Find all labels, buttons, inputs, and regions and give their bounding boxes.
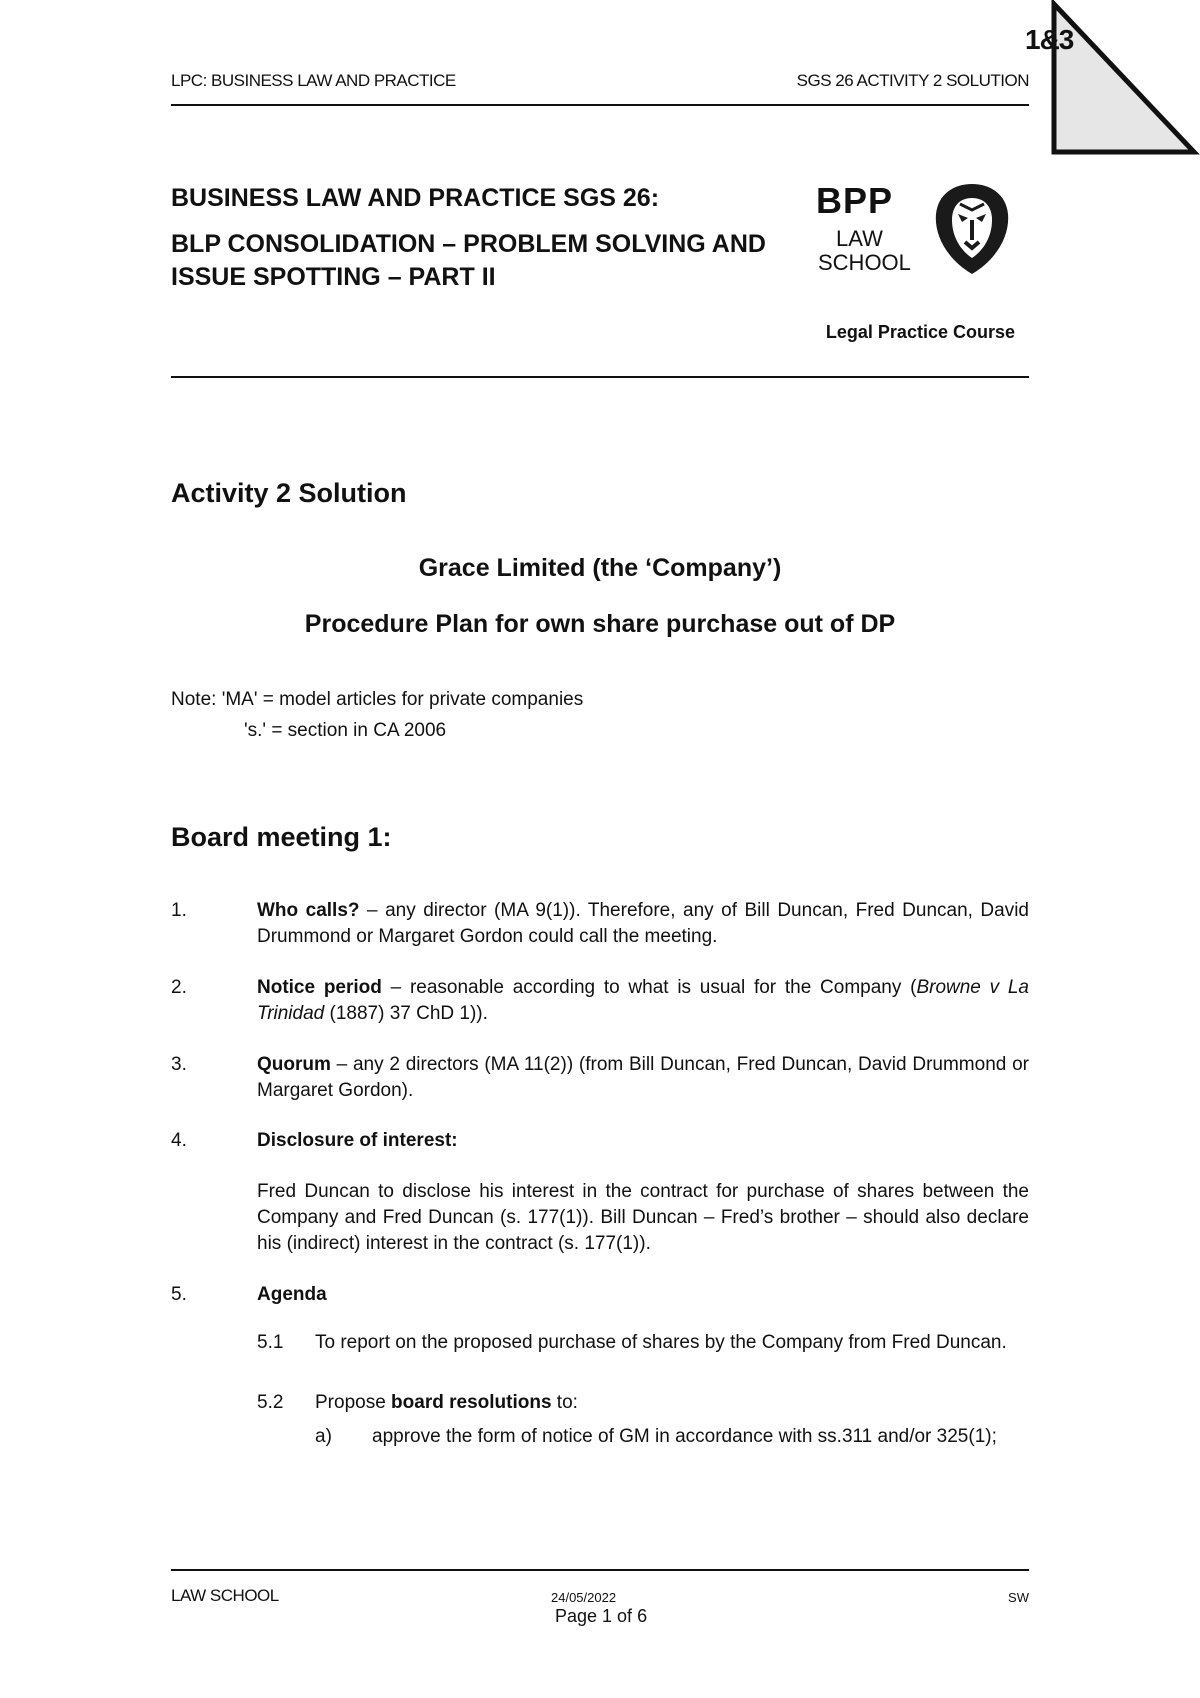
item-number: 3. bbox=[171, 1054, 187, 1075]
resolution-letter: a) bbox=[315, 1426, 332, 1447]
footer-author-initials: SW bbox=[1008, 1590, 1029, 1605]
item-number: 1. bbox=[171, 900, 187, 921]
item-text: – any director (MA 9(1)). Therefore, any of Bill Duncan, Fred Duncan, David Drummond or Margaret Gordon could call the meeting. bbox=[257, 900, 1030, 947]
footer-rule bbox=[171, 1569, 1029, 1571]
footer-school: LAW SCHOOL bbox=[171, 1586, 279, 1605]
note-section-definition: 's.' = section in CA 2006 bbox=[244, 720, 447, 741]
item-label: Quorum bbox=[257, 1054, 331, 1075]
activity-heading: Activity 2 Solution bbox=[171, 478, 407, 508]
logo-bpp-text: BPP bbox=[816, 180, 894, 221]
item-notice-period bbox=[257, 975, 1029, 1027]
item-text: – reasonable according to what is usual for the Company ( bbox=[381, 977, 917, 998]
sub-item-text: Propose bbox=[315, 1392, 392, 1413]
item-number: 4. bbox=[171, 1130, 187, 1151]
resolution-approve-notice: approve the form of notice of GM in accordance with ss.311 and/or 325(1); bbox=[372, 1426, 997, 1447]
agenda-report-item: To report on the proposed purchase of shares by the Company from Fred Duncan. bbox=[315, 1332, 1007, 1353]
note-ma-definition: Note: 'MA' = model articles for private companies bbox=[171, 689, 584, 710]
lion-head-icon bbox=[932, 180, 1012, 280]
item-label: Who calls? bbox=[257, 900, 360, 921]
item-number: 2. bbox=[171, 977, 187, 998]
item-label: Agenda bbox=[257, 1284, 327, 1305]
footer-page-number: Page 1 of 6 bbox=[555, 1606, 648, 1626]
company-heading: Grace Limited (the ‘Company’) bbox=[418, 554, 782, 582]
item-disclosure-label bbox=[257, 1128, 1029, 1154]
course-label: Legal Practice Course bbox=[825, 322, 1015, 342]
title-rule bbox=[171, 376, 1029, 378]
case-citation: Browne v La Trinidad bbox=[257, 977, 1029, 1024]
sub-item-text-after: to: bbox=[551, 1392, 578, 1413]
sub-item-number: 5.2 bbox=[257, 1392, 284, 1413]
sub-item-bold: board resolutions bbox=[391, 1392, 552, 1413]
board-meeting-heading: Board meeting 1: bbox=[171, 822, 392, 852]
corner-tag-label: 1&3 bbox=[1025, 24, 1074, 55]
footer-date: 24/05/2022 bbox=[551, 1590, 617, 1605]
header-rule bbox=[171, 104, 1029, 106]
procedure-plan-heading: Procedure Plan for own share purchase out of DP bbox=[304, 610, 896, 638]
logo-law-text: LAW bbox=[836, 226, 883, 251]
agenda-resolutions-item bbox=[315, 1390, 1029, 1416]
document-title-line2: BLP CONSOLIDATION – PROBLEM SOLVING AND ISSUE SPOTTING – PART II bbox=[171, 230, 766, 291]
sub-item-number: 5.1 bbox=[257, 1332, 284, 1353]
bpp-law-school-logo bbox=[816, 180, 1016, 280]
item-label: Notice period bbox=[257, 977, 382, 998]
item-who-calls bbox=[257, 898, 1029, 950]
item-label: Disclosure of interest: bbox=[257, 1130, 458, 1151]
logo-school-text: SCHOOL bbox=[818, 250, 911, 275]
item-number: 5. bbox=[171, 1284, 187, 1305]
item-text-after: (1887) 37 ChD 1)). bbox=[324, 1003, 488, 1024]
item-agenda-label bbox=[257, 1282, 1029, 1308]
item-disclosure-detail: Fred Duncan to disclose his interest in the contract for purchase of shares between the Company and Fred Duncan (s. 177(1)). Bill Duncan – Fred’s brother – should also declare his (indirect) interest in the contract (s. 177(1)). bbox=[257, 1181, 1029, 1254]
header-document-id: SGS 26 ACTIVITY 2 SOLUTION bbox=[796, 71, 1029, 90]
item-text: – any 2 directors (MA 11(2)) (from Bill Duncan, Fred Duncan, David Drummond or Margaret Gordon). bbox=[257, 1054, 1029, 1101]
item-quorum bbox=[257, 1052, 1029, 1104]
document-title-line1: BUSINESS LAW AND PRACTICE SGS 26: bbox=[171, 184, 660, 212]
header-course-title: LPC: BUSINESS LAW AND PRACTICE bbox=[171, 71, 456, 90]
